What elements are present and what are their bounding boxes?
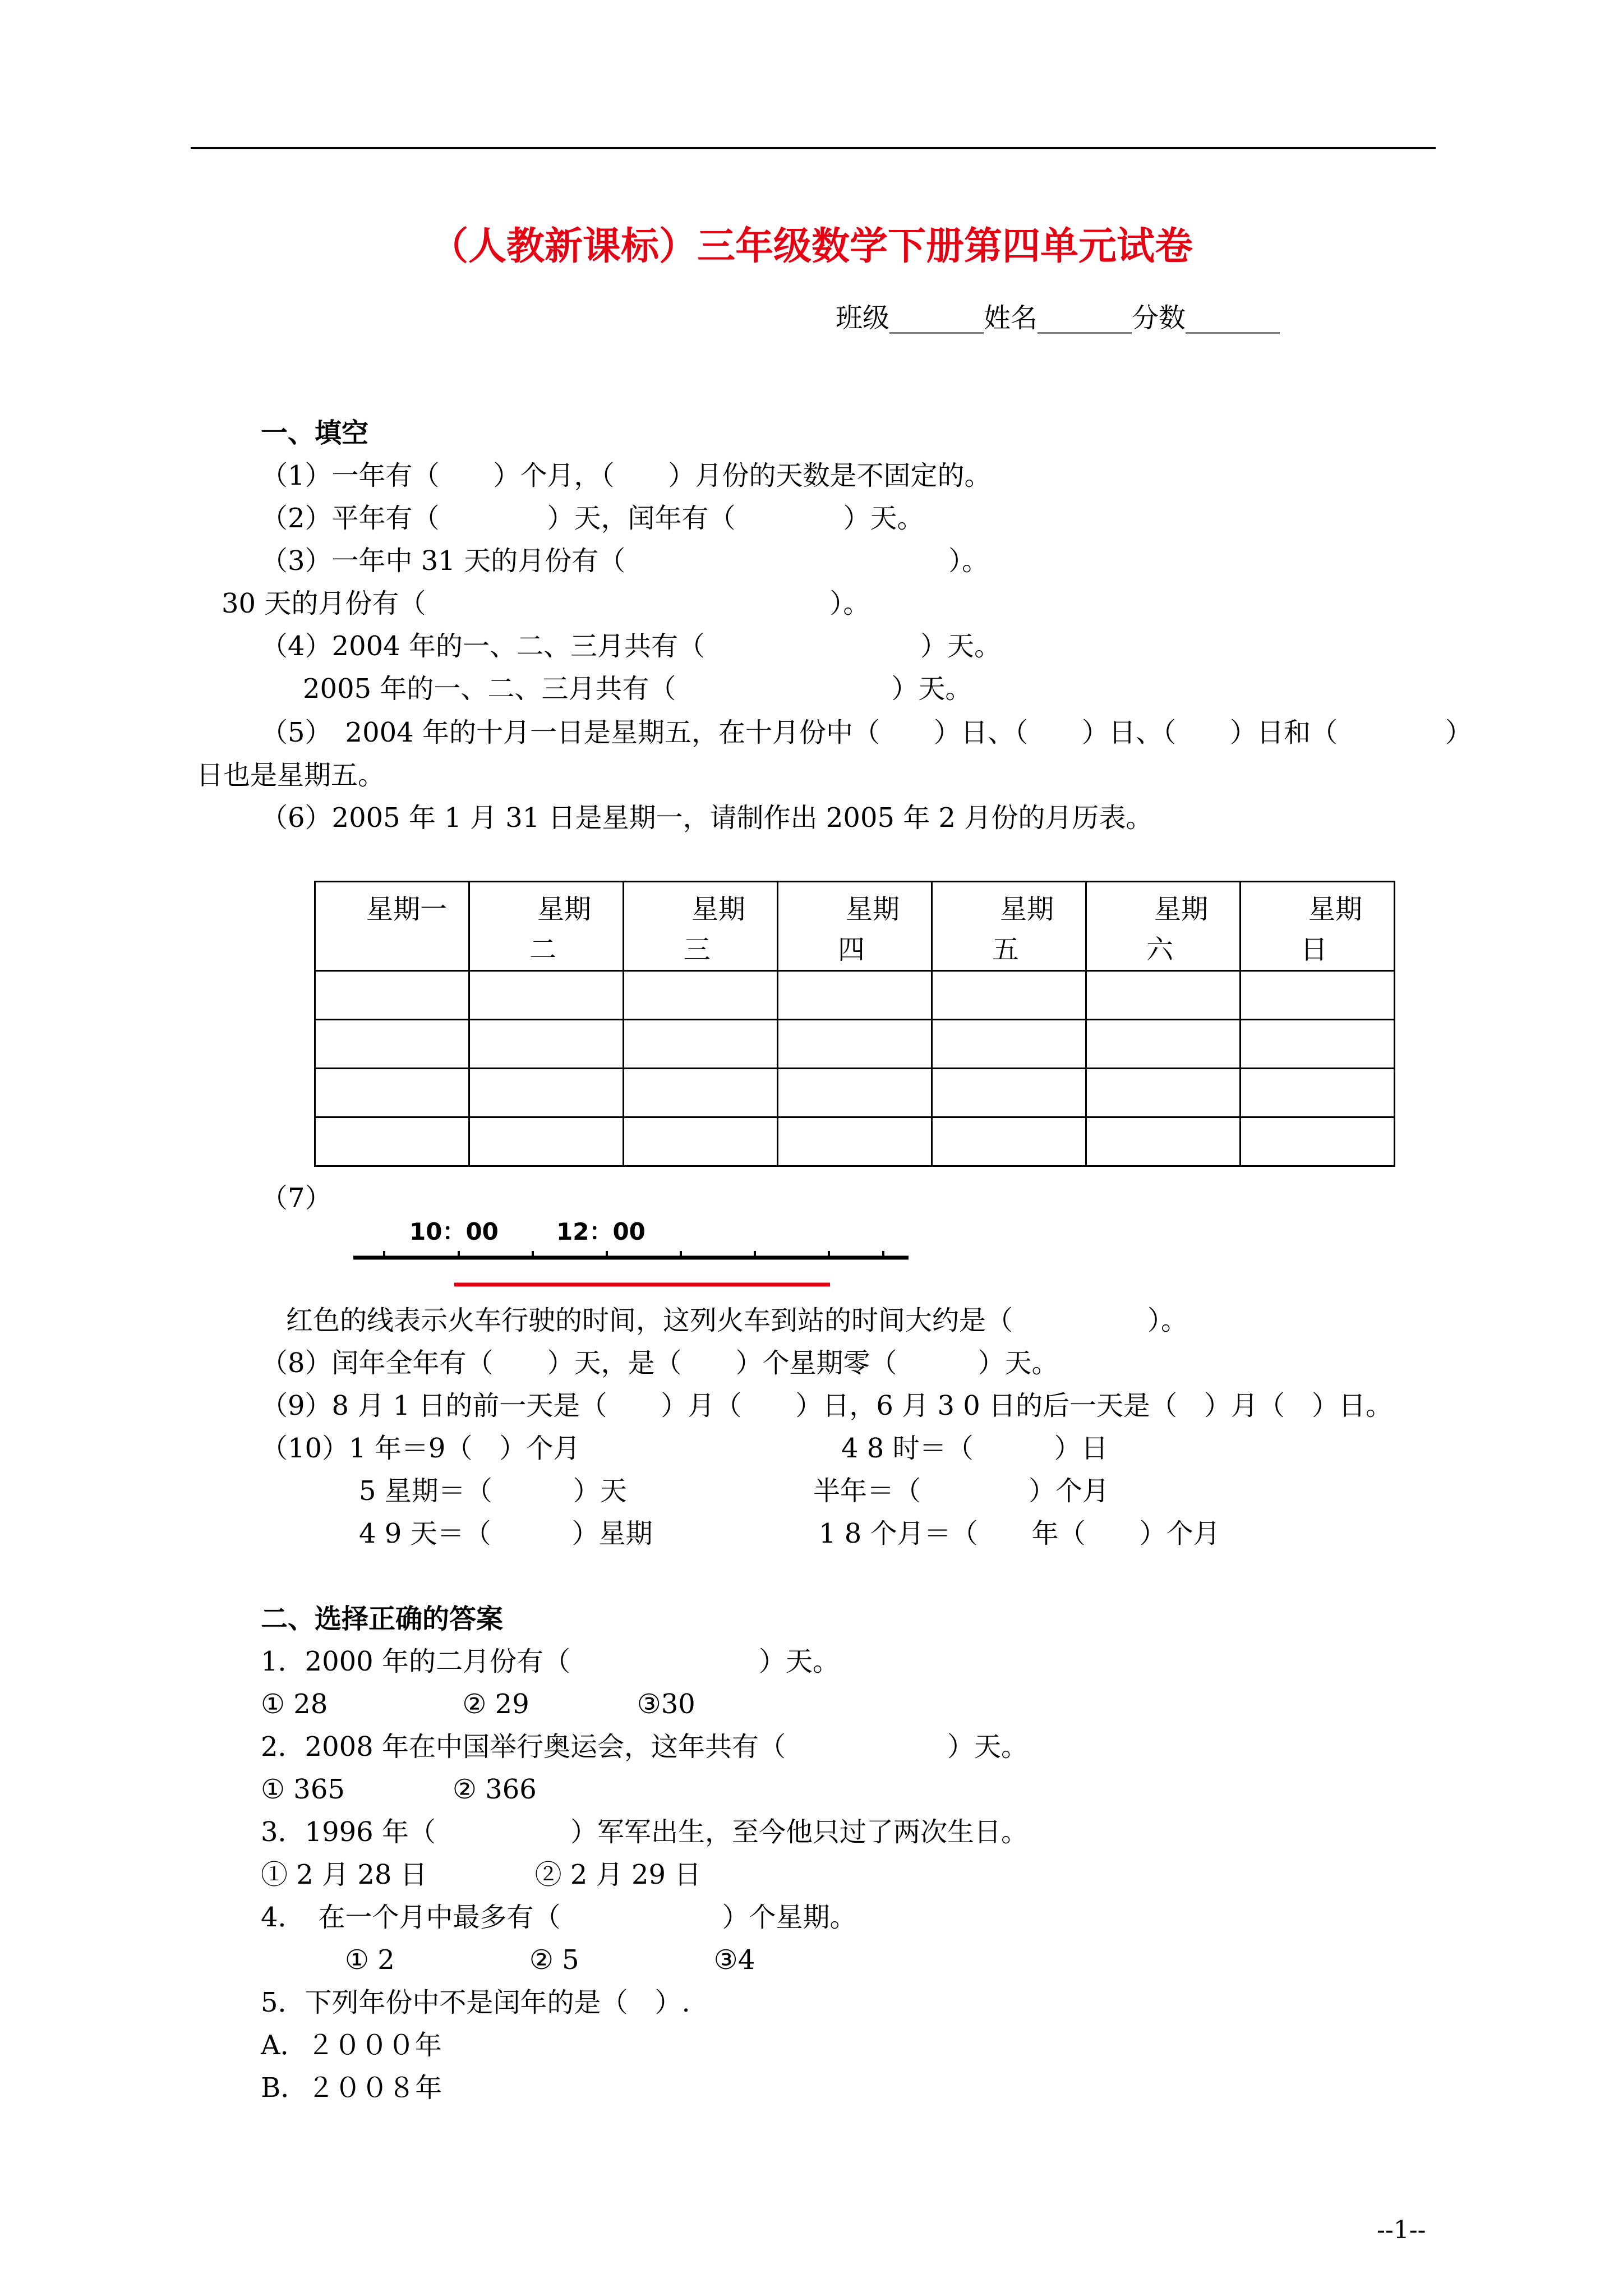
question-5a: （5） 2004 年的十月一日是星期五，在十月份中（ ）日、（ ）日、（ ）日和（ ） <box>261 717 1472 748</box>
choice-options-1: ① 28 ② 29 ③30 <box>261 1688 695 1720</box>
question-4b: 2005 年的一、二、三月共有（ ）天。 <box>303 673 972 705</box>
section2-heading: 二、选择正确的答案 <box>261 1603 504 1635</box>
calendar-cell[interactable] <box>469 1020 624 1069</box>
question-7-text: 红色的线表示火车行驶的时间，这列火车到站的时间大约是（ ）。 <box>286 1305 1188 1336</box>
calendar-cell[interactable] <box>932 1117 1086 1166</box>
calendar-header-cell: 星期 日 <box>1241 882 1395 971</box>
choice-question-5: 5．下列年份中不是闰年的是（ ）. <box>261 1987 690 2018</box>
calendar-cell[interactable] <box>932 1069 1086 1117</box>
calendar-row <box>315 1020 1395 1069</box>
question-3b: 30 天的月份有（ ）。 <box>222 588 870 619</box>
calendar-header-cell: 星期 四 <box>778 882 932 971</box>
calendar-cell[interactable] <box>469 1069 624 1117</box>
calendar-header-cell: 星期 六 <box>1086 882 1241 971</box>
calendar-cell[interactable] <box>1086 1069 1241 1117</box>
calendar-table <box>314 881 1395 1167</box>
student-info-line: 班级_______姓名_______分数_______ <box>836 302 1280 334</box>
calendar-cell[interactable] <box>624 971 778 1020</box>
calendar-header-cell: 星期一 <box>315 882 469 971</box>
question-7-label: （7） <box>261 1182 332 1214</box>
page-title: （人教新课标）三年级数学下册第四单元试卷 <box>430 224 1193 269</box>
question-10d: 半年＝（ ）个月 <box>813 1475 1110 1507</box>
calendar-cell[interactable] <box>778 1020 932 1069</box>
section1-heading: 一、填空 <box>261 417 369 449</box>
question-6: （6）2005 年 1 月 31 日是星期一，请制作出 2005 年 2 月份的月历表。 <box>261 802 1153 834</box>
calendar-cell[interactable] <box>778 971 932 1020</box>
calendar-cell[interactable] <box>315 1069 469 1117</box>
calendar-cell[interactable] <box>315 1117 469 1166</box>
question-9: （9）8 月 1 日的前一天是（ ）月（ ）日，6 月 3 0 日的后一天是（ ）月（ ）日。 <box>261 1390 1393 1421</box>
calendar-cell[interactable] <box>469 971 624 1020</box>
calendar-cell[interactable] <box>624 1117 778 1166</box>
calendar-cell[interactable] <box>315 971 469 1020</box>
calendar-cell[interactable] <box>932 971 1086 1020</box>
timeline-label-10: 10：00 <box>409 1218 499 1245</box>
calendar-row <box>315 1069 1395 1117</box>
question-10f: 1 8 个月＝（ 年（ ）个月 <box>819 1518 1220 1549</box>
choice-options-3: ① 2 月 28 日 ② 2 月 29 日 <box>261 1859 702 1890</box>
calendar-cell[interactable] <box>1086 1117 1241 1166</box>
choice-option-5b: B．２００８年 <box>261 2072 442 2104</box>
calendar-cell[interactable] <box>624 1069 778 1117</box>
calendar-cell[interactable] <box>624 1020 778 1069</box>
choice-options-4: ① 2 ② 5 ③4 <box>345 1944 755 1976</box>
calendar-cell[interactable] <box>932 1020 1086 1069</box>
header-rule <box>191 147 1436 149</box>
question-2: （2）平年有（ ）天，闰年有（ ）天。 <box>261 503 924 534</box>
choice-options-2: ① 365 ② 366 <box>261 1774 537 1805</box>
calendar-cell[interactable] <box>1086 1020 1241 1069</box>
question-3a: （3）一年中 31 天的月份有（ ）。 <box>261 545 989 577</box>
page-number: --1-- <box>1377 2216 1426 2244</box>
calendar-cell[interactable] <box>1241 1117 1395 1166</box>
calendar-cell[interactable] <box>1241 1020 1395 1069</box>
train-timeline <box>348 1206 920 1296</box>
question-10b: 4 8 时＝（ ）日 <box>841 1433 1108 1464</box>
choice-option-5a: A．２０００年 <box>261 2030 442 2061</box>
calendar-row <box>315 971 1395 1020</box>
question-10e: 4 9 天＝（ ）星期 <box>359 1518 653 1549</box>
choice-question-3: 3．1996 年（ ）军军出生，至今他只过了两次生日。 <box>261 1816 1028 1848</box>
calendar-cell[interactable] <box>469 1117 624 1166</box>
question-8: （8）闰年全年有（ ）天，是（ ）个星期零（ ）天。 <box>261 1347 1059 1379</box>
choice-question-4: 4． 在一个月中最多有（ ）个星期。 <box>261 1902 857 1933</box>
calendar-cell[interactable] <box>315 1020 469 1069</box>
question-1: （1）一年有（ ）个月，（ ）月份的天数是不固定的。 <box>261 460 992 491</box>
calendar-cell[interactable] <box>1241 1069 1395 1117</box>
question-4a: （4）2004 年的一、二、三月共有（ ）天。 <box>261 631 1001 662</box>
question-10c: 5 星期＝（ ）天 <box>359 1475 627 1507</box>
calendar-header-cell: 星期 三 <box>624 882 778 971</box>
calendar-header-cell: 星期 二 <box>469 882 624 971</box>
question-10a: （10）1 年＝9（ ）个月 <box>261 1433 580 1464</box>
calendar-cell[interactable] <box>778 1117 932 1166</box>
question-5b: 日也是星期五。 <box>196 760 385 791</box>
choice-question-1: 1．2000 年的二月份有（ ）天。 <box>261 1646 840 1677</box>
timeline-label-12: 12：00 <box>556 1218 645 1245</box>
calendar-cell[interactable] <box>1086 971 1241 1020</box>
calendar-header-cell: 星期 五 <box>932 882 1086 971</box>
calendar-cell[interactable] <box>1241 971 1395 1020</box>
choice-question-2: 2．2008 年在中国举行奥运会，这年共有（ ）天。 <box>261 1731 1028 1763</box>
calendar-cell[interactable] <box>778 1069 932 1117</box>
calendar-row <box>315 1117 1395 1166</box>
